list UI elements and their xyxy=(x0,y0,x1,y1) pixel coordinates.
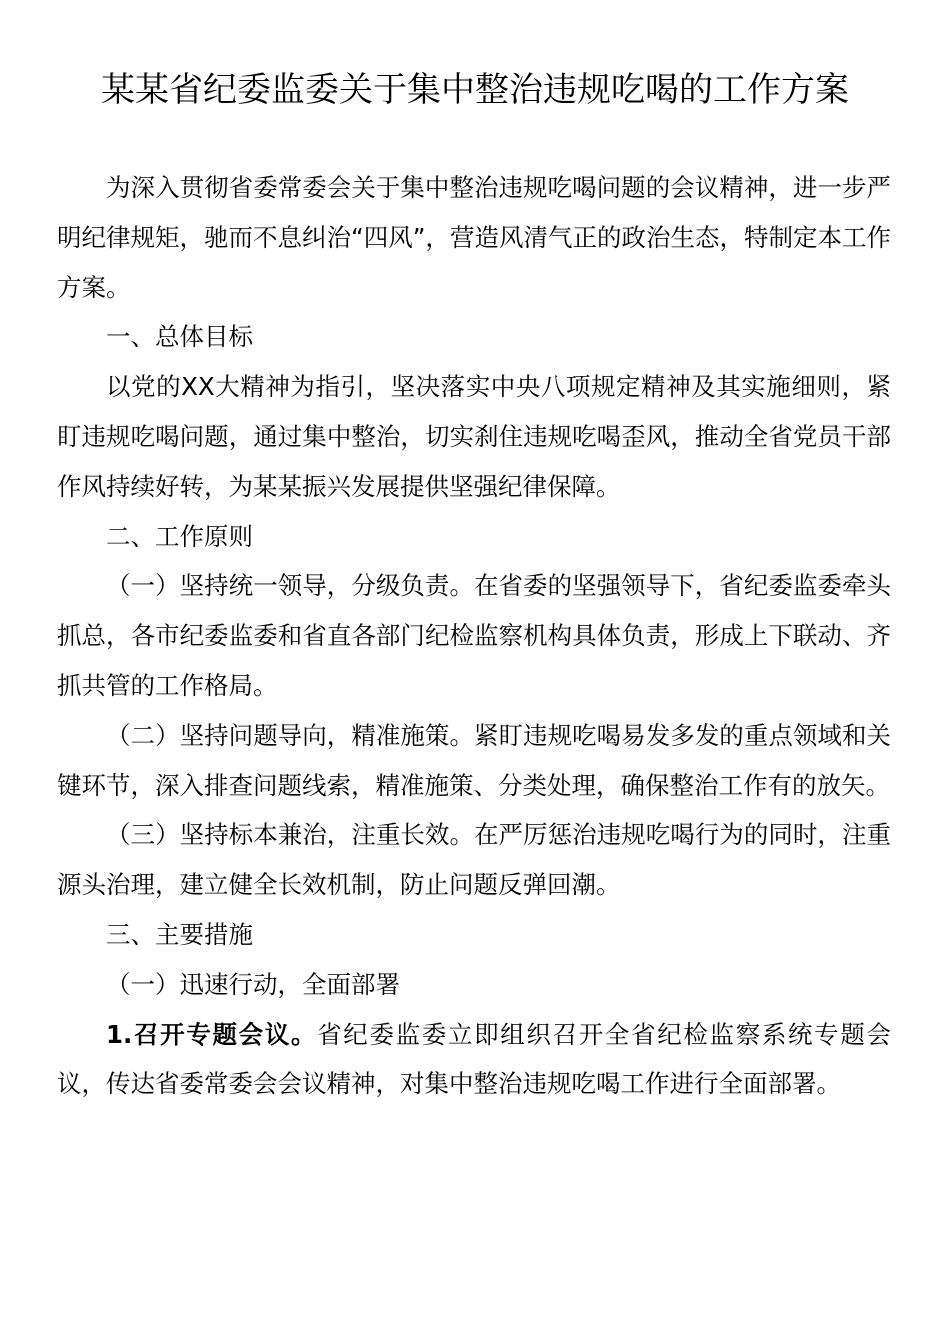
principle-paragraph-2: （二）坚持问题导向，精准施策。紧盯违规吃喝易发多发的重点领域和关键环节，深入排查问题线索，精准施策、分类处理，确保整治工作有的放矢。 xyxy=(57,720,891,800)
measure-text: 省纪委监委立即组织召开全省纪检监察系统专题会议，传达省委常委会会议精神，对集中整治违规吃喝工作进行全面部署。 xyxy=(57,1019,891,1099)
subsection-heading-action: （一）迅速行动，全面部署 xyxy=(106,969,400,999)
goals-paragraph: 以党的XX大精神为指引，坚决落实中央八项规定精神及其实施细则，紧盯违规吃喝问题，通过集中整治，切实刹住违规吃喝歪风，推动全省党员干部作风持续好转，为某某振兴发展提供坚强纪律保障。 xyxy=(57,372,891,501)
principle-paragraph-3: （三）坚持标本兼治，注重长效。在严厉惩治违规吃喝行为的同时，注重源头治理，建立健全长效机制，防止问题反弹回潮。 xyxy=(57,820,891,900)
intro-paragraph: 为深入贯彻省委常委会关于集中整治违规吃喝问题的会议精神，进一步严明纪律规矩，驰而不息纠治“四风”，营造风清气正的政治生态，特制定本工作方案。 xyxy=(57,173,891,302)
section-heading-measures: 三、主要措施 xyxy=(106,919,253,949)
measure-lead: 1.召开专题会议。 xyxy=(106,1019,318,1049)
document-title: 某某省纪委监委关于集中整治违规吃喝的工作方案 xyxy=(101,70,849,110)
document-body xyxy=(57,163,891,1109)
section-heading-principles: 二、工作原则 xyxy=(106,521,253,551)
principle-paragraph-1: （一）坚持统一领导，分级负责。在省委的坚强领导下，省纪委监委牵头抓总，各市纪委监委和省直各部门纪检监察机构具体负责，形成上下联动、齐抓共管的工作格局。 xyxy=(57,571,891,700)
section-heading-goals: 一、总体目标 xyxy=(106,322,253,352)
measure-paragraph-1 xyxy=(57,1010,891,1110)
